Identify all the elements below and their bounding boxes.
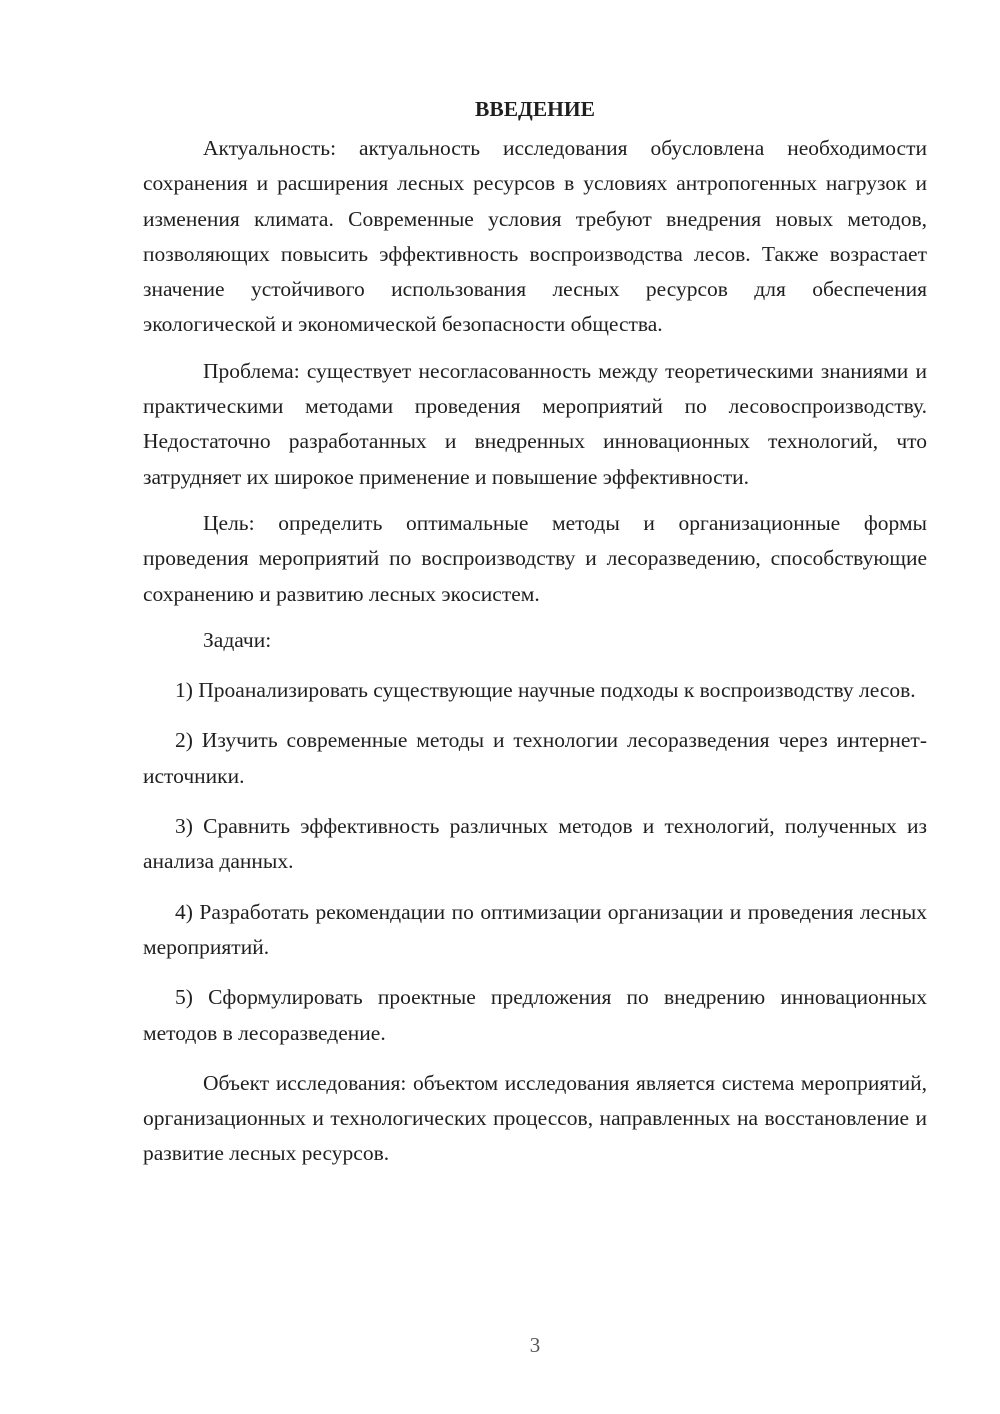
task-item-1: 1) Проанализировать существующие научные подходы к воспроизводству лесов. (175, 678, 916, 703)
task-item-5: 5) Сформулировать проектные предложения по внедрению инновационных методов в лесоразведение. (143, 985, 927, 1045)
tasks-label: Задачи: (203, 627, 272, 652)
task-item-2: 2) Изучить современные методы и технологии лесоразведения через интернет-источники. (143, 728, 927, 788)
document-page (143, 92, 927, 1172)
relevance-paragraph: Актуальность: актуальность исследования обусловлена необходимости сохранения и расширения лесных ресурсов в условиях антропогенных нагрузок и изменения климата. Современные условия требуют внедрения новых методов, позволяющих повысить эффективность воспроизводства лесов. Также возрастает значение устойчивого использования лесных ресурсов для обеспечения экологической и экономической безопасности общества. (143, 136, 927, 337)
page-number: 3 (529, 1333, 541, 1357)
task-item-3: 3) Сравнить эффективность различных методов и технологий, полученных из анализа данных. (143, 814, 927, 874)
task-item-4: 4) Разработать рекомендации по оптимизации организации и проведения лесных мероприятий. (143, 899, 927, 959)
section-heading: ВВЕДЕНИЕ (475, 97, 595, 121)
object-paragraph: Объект исследования: объектом исследования является система мероприятий, организационных и технологических процессов, направленных на восстановление и развитие лесных ресурсов. (143, 1070, 927, 1166)
goal-paragraph: Цель: определить оптимальные методы и организационные формы проведения мероприятий по воспроизводству и лесоразведению, способствующие сохранению и развитию лесных экосистем. (143, 510, 927, 606)
problem-paragraph: Проблема: существует несогласованность между теоретическими знаниями и практическими методами проведения мероприятий по лесовоспроизводству. Недостаточно разработанных и внедренных инновационных технологий, что затрудняет их широкое применение и повышение эффективности. (143, 358, 927, 489)
